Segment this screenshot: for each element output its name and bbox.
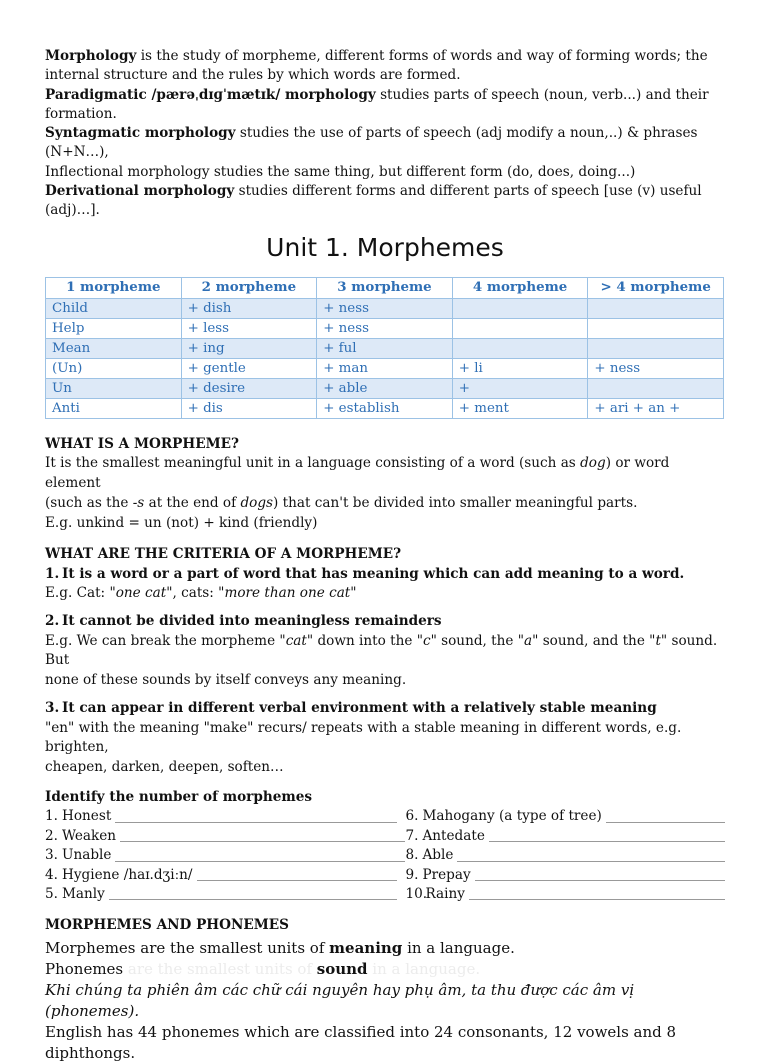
italic-run: one cat bbox=[115, 585, 167, 602]
criterion-text: It is a word or a part of word that has meaning which can add meaning to a word. bbox=[62, 565, 685, 582]
criterion-2 bbox=[45, 612, 725, 632]
section-heading: WHAT IS A MORPHEME? bbox=[45, 435, 239, 452]
derivational-definition bbox=[45, 182, 725, 221]
item-word: Rainy bbox=[425, 886, 465, 903]
table-cell: + establish bbox=[317, 398, 453, 418]
table-cell: (Un) bbox=[46, 358, 182, 378]
exercise-item bbox=[405, 846, 725, 865]
item-number: 10. bbox=[405, 886, 428, 903]
table-cell: + li bbox=[452, 358, 588, 378]
criterion-number: 3. bbox=[45, 700, 60, 717]
item-number: 3. bbox=[45, 847, 58, 864]
phonemes-definition bbox=[45, 959, 725, 980]
morphemes-definition bbox=[45, 938, 725, 959]
item-word: Weaken bbox=[62, 827, 117, 844]
example bbox=[45, 584, 725, 604]
table-row bbox=[46, 358, 724, 378]
table-cell bbox=[588, 378, 724, 398]
criteria-section bbox=[45, 545, 725, 778]
term-syntagmatic: Syntagmatic morphology bbox=[45, 125, 236, 142]
table-cell: + ari + an + bbox=[588, 398, 724, 418]
table-header: 1 morpheme bbox=[46, 277, 182, 298]
table-header: 3 morpheme bbox=[317, 277, 453, 298]
exercise-heading: Identify the number of morphemes bbox=[45, 788, 313, 805]
text-run: " sound, and the " bbox=[532, 632, 656, 649]
item-word: Manly bbox=[62, 886, 105, 903]
faded-text-run: in a language. bbox=[367, 959, 481, 978]
item-word: Prepay bbox=[422, 866, 471, 883]
spacer bbox=[45, 691, 725, 699]
bold-run: sound bbox=[316, 959, 368, 978]
text-run: at the end of bbox=[144, 494, 241, 511]
exercise-item bbox=[45, 885, 405, 904]
table-row bbox=[46, 378, 724, 398]
answer-line[interactable] bbox=[489, 840, 725, 842]
exercise-item bbox=[405, 866, 725, 885]
spacer bbox=[45, 604, 725, 612]
table-cell bbox=[588, 338, 724, 358]
paradigmatic-definition bbox=[45, 86, 725, 125]
item-word: Unable bbox=[62, 847, 112, 864]
exercise-item bbox=[45, 807, 405, 826]
item-word: Antedate bbox=[422, 827, 485, 844]
table-row bbox=[46, 398, 724, 418]
italic-run: cat bbox=[285, 632, 307, 649]
paragraph bbox=[45, 454, 725, 494]
text-run: Morphemes are the smallest units of bbox=[45, 938, 330, 957]
syntagmatic-definition bbox=[45, 124, 725, 163]
exercise-item bbox=[405, 885, 725, 904]
table-cell: + ness bbox=[317, 318, 453, 338]
italic-run: more than one cat bbox=[224, 585, 351, 602]
exercise-item bbox=[405, 807, 725, 826]
table-cell: + gentle bbox=[181, 358, 317, 378]
answer-line[interactable] bbox=[109, 898, 398, 900]
document-page bbox=[45, 47, 725, 1064]
table-cell: Mean bbox=[46, 338, 182, 358]
exercise-column-left bbox=[45, 807, 405, 904]
paragraph bbox=[45, 494, 725, 514]
table-cell bbox=[452, 338, 588, 358]
item-number: 7. bbox=[405, 827, 419, 844]
table-header: 2 morpheme bbox=[181, 277, 317, 298]
table-row bbox=[46, 338, 724, 358]
derivational-text: studies different forms and different parts of speech [use (v) useful (adj)…]. bbox=[45, 183, 702, 219]
item-number: 8. bbox=[405, 847, 419, 864]
exercise-column-right bbox=[405, 807, 725, 904]
item-word: Hygiene /haɪ.dʒiːn/ bbox=[62, 866, 193, 883]
syntagmatic-text: studies the use of parts of speech (adj modify a noun,..) & phrases (N+N…), bbox=[45, 125, 698, 161]
answer-line[interactable] bbox=[197, 879, 398, 881]
paragraph: "en" with the meaning "make" recurs/ repeats with a stable meaning in different words, e.g. brighten, bbox=[45, 719, 682, 756]
italic-run: -s bbox=[132, 494, 145, 511]
text-run: " bbox=[350, 585, 357, 602]
item-word: Honest bbox=[62, 808, 112, 825]
criterion-text: It cannot be divided into meaningless remainders bbox=[62, 613, 442, 630]
example bbox=[45, 632, 725, 672]
table-row bbox=[46, 318, 724, 338]
table-cell: + less bbox=[181, 318, 317, 338]
term-morphology: Morphology bbox=[45, 48, 137, 64]
text-run: " sound, the " bbox=[430, 632, 525, 649]
exercise-item bbox=[45, 846, 405, 865]
answer-line[interactable] bbox=[606, 821, 725, 823]
table-cell: + ness bbox=[317, 298, 453, 318]
italic-run: a bbox=[524, 632, 533, 649]
text-run: in a language. bbox=[402, 938, 515, 957]
table-cell: + ness bbox=[588, 358, 724, 378]
vietnamese-note: Khi chúng ta phiên âm các chữ cái nguyên hay phụ âm, ta thu được các âm vị (phonemes). bbox=[45, 980, 635, 1020]
table-cell: + man bbox=[317, 358, 453, 378]
text-run: E.g. We can break the morpheme " bbox=[45, 632, 286, 649]
table-cell bbox=[452, 318, 588, 338]
criterion-text: It can appear in different verbal environment with a relatively stable meaning bbox=[62, 700, 657, 717]
term-derivational: Derivational morphology bbox=[45, 183, 235, 200]
item-word: Mahogany (a type of tree) bbox=[422, 808, 602, 825]
exercise-columns bbox=[45, 807, 725, 904]
item-number: 1. bbox=[45, 808, 58, 825]
example: E.g. unkind = un (not) + kind (friendly) bbox=[45, 514, 318, 531]
answer-line[interactable] bbox=[475, 879, 725, 881]
table-cell bbox=[452, 298, 588, 318]
item-word: Able bbox=[422, 847, 454, 864]
text-run: Phonemes bbox=[45, 959, 128, 978]
exercise-item bbox=[405, 827, 725, 846]
item-number: 4. bbox=[45, 866, 58, 883]
text-run: ) that can't be divided into smaller meaningful parts. bbox=[273, 494, 638, 511]
text-run: " down into the " bbox=[306, 632, 423, 649]
italic-run: dogs bbox=[240, 494, 274, 511]
phoneme-count: English has 44 phonemes which are classified into 24 consonants, 12 vowels and 8 diphthongs. bbox=[45, 1022, 677, 1062]
table-cell: + ing bbox=[181, 338, 317, 358]
text-run: It is the smallest meaningful unit in a language consisting of a word (such as bbox=[45, 455, 581, 472]
answer-line[interactable] bbox=[469, 898, 725, 900]
morphology-text: is the study of morpheme, different forms of words and way of forming words; the internal structure and the rules by which words are formed. bbox=[45, 48, 708, 84]
italic-run: t bbox=[655, 632, 661, 649]
table-cell: + ment bbox=[452, 398, 588, 418]
intro-section bbox=[45, 47, 725, 221]
table-cell: + able bbox=[317, 378, 453, 398]
criterion-1 bbox=[45, 565, 725, 585]
item-number: 2. bbox=[45, 827, 58, 844]
term-paradigmatic: Paradigmatic /pærəˌdɪɡˈmætɪk/ morphology bbox=[45, 86, 376, 103]
answer-line[interactable] bbox=[115, 860, 405, 862]
table-header-row bbox=[46, 277, 724, 298]
table-cell: Un bbox=[46, 378, 182, 398]
exercise-section bbox=[45, 788, 725, 905]
exercise-item bbox=[45, 866, 405, 885]
italic-run: c bbox=[422, 632, 431, 649]
section-heading: MORPHEMES AND PHONEMES bbox=[45, 917, 289, 934]
table-cell: + bbox=[452, 378, 588, 398]
morpheme-table bbox=[45, 277, 724, 419]
answer-line[interactable] bbox=[120, 840, 405, 842]
criterion-number: 1. bbox=[45, 565, 60, 582]
bold-run: meaning bbox=[329, 938, 403, 957]
paragraph: cheapen, darken, deepen, soften… bbox=[45, 759, 284, 776]
exercise-item bbox=[45, 827, 405, 846]
paragraph: none of these sounds by itself conveys any meaning. bbox=[45, 672, 407, 689]
italic-run: dog bbox=[580, 455, 606, 472]
table-cell bbox=[588, 318, 724, 338]
inflectional-definition: Inflectional morphology studies the same thing, but different form (do, does, doing...) bbox=[45, 163, 636, 180]
page-title: Unit 1. Morphemes bbox=[266, 232, 504, 262]
table-cell: + desire bbox=[181, 378, 317, 398]
item-number: 6. bbox=[405, 808, 419, 825]
text-run: ) or word element bbox=[45, 455, 670, 491]
table-row bbox=[46, 298, 724, 318]
text-run: " sound. But bbox=[45, 632, 718, 669]
morphology-definition bbox=[45, 47, 725, 86]
item-number: 5. bbox=[45, 886, 58, 903]
item-number: 9. bbox=[405, 866, 419, 883]
table-cell: Anti bbox=[46, 398, 182, 418]
criterion-3 bbox=[45, 699, 725, 719]
criterion-number: 2. bbox=[45, 613, 60, 630]
answer-line[interactable] bbox=[457, 860, 725, 862]
answer-line[interactable] bbox=[115, 821, 397, 823]
what-is-section bbox=[45, 435, 725, 534]
table-header: 4 morpheme bbox=[452, 277, 588, 298]
text-run: E.g. Cat: " bbox=[45, 585, 116, 602]
section-heading: WHAT ARE THE CRITERIA OF A MORPHEME? bbox=[45, 546, 402, 563]
table-cell: + dish bbox=[181, 298, 317, 318]
paradigmatic-text: studies parts of speech (noun, verb...) and their formation. bbox=[45, 86, 709, 122]
text-run: ", cats: " bbox=[166, 585, 225, 602]
table-cell: Help bbox=[46, 318, 182, 338]
table-cell: + dis bbox=[181, 398, 317, 418]
table-header: > 4 morpheme bbox=[588, 277, 724, 298]
table-cell bbox=[588, 298, 724, 318]
text-run: (such as the bbox=[45, 494, 133, 511]
faded-text-run: are the smallest units of bbox=[127, 959, 317, 978]
phonemes-section bbox=[45, 916, 725, 1064]
table-cell: + ful bbox=[317, 338, 453, 358]
table-cell: Child bbox=[46, 298, 182, 318]
